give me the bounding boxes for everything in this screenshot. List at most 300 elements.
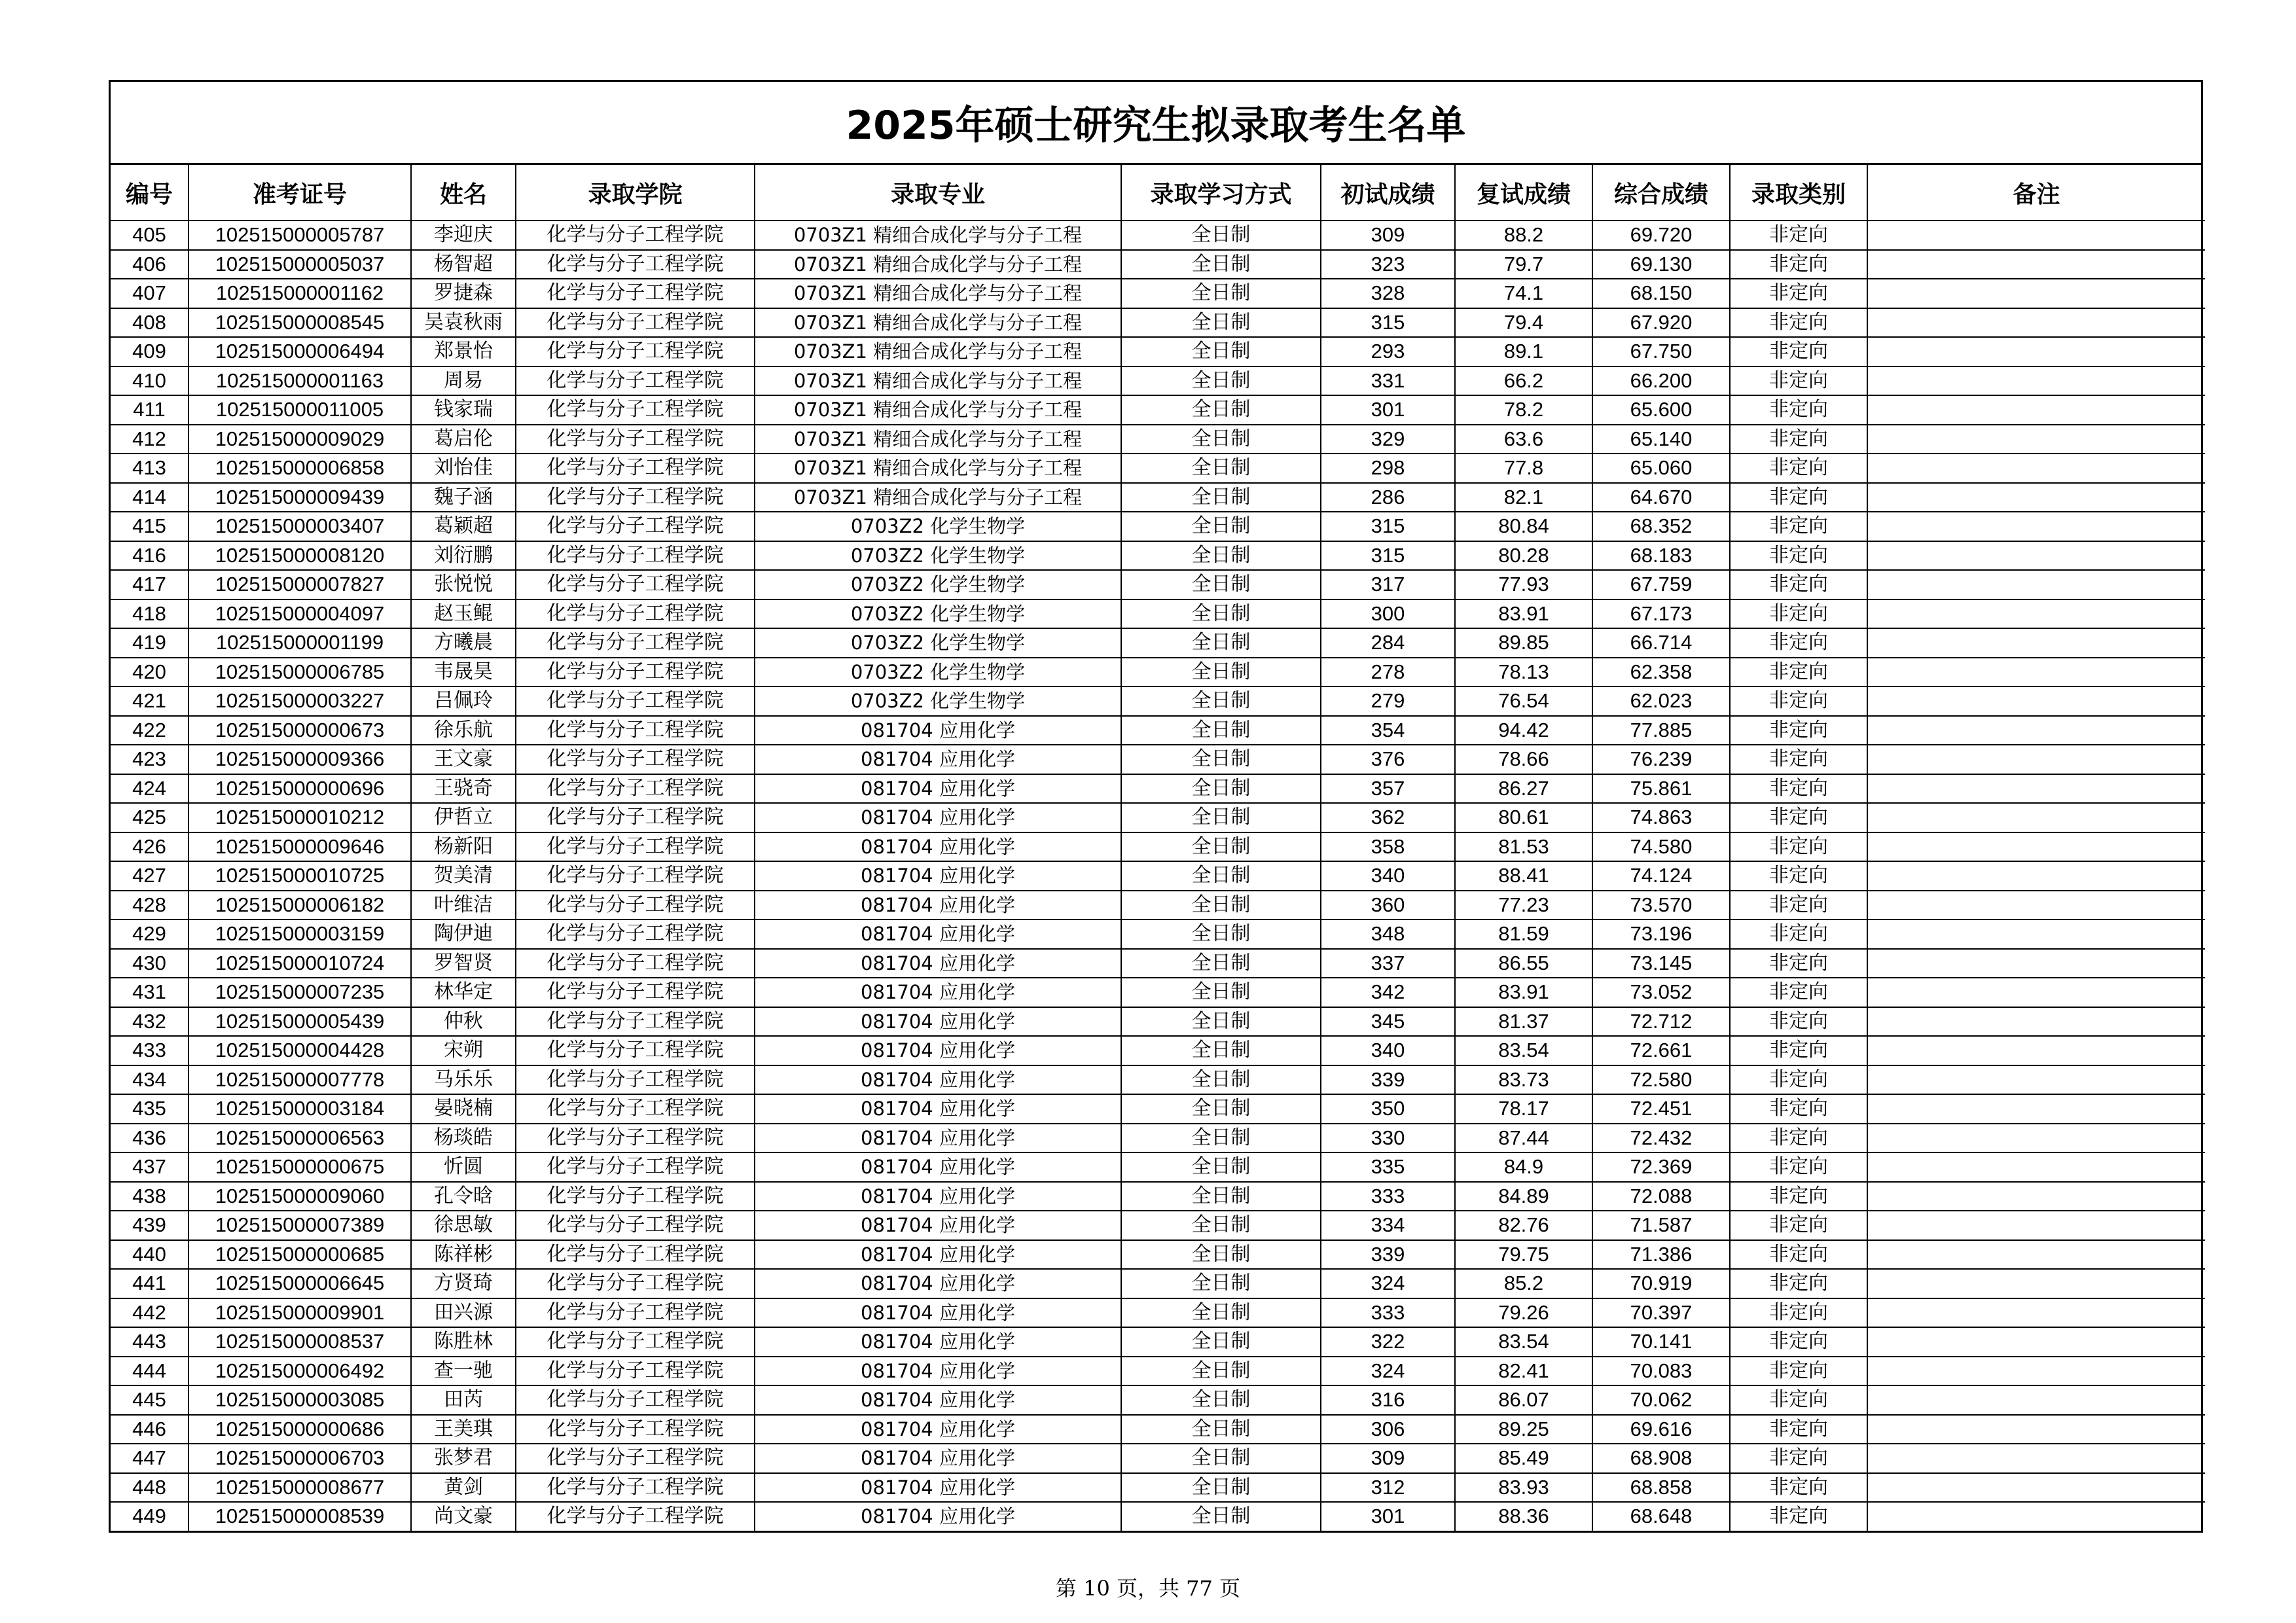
cell-exam-id: 102515000001199 bbox=[188, 628, 411, 658]
cell-college: 化学与分子工程学院 bbox=[516, 512, 755, 541]
cell-number: 418 bbox=[111, 599, 188, 629]
cell-study-mode: 全日制 bbox=[1121, 221, 1321, 250]
cell-college: 化学与分子工程学院 bbox=[516, 1473, 755, 1503]
cell-admission-type: 非定向 bbox=[1730, 250, 1867, 279]
table-row bbox=[111, 512, 2205, 541]
cell-initial-score: 301 bbox=[1321, 1502, 1455, 1531]
table-row bbox=[111, 774, 2205, 804]
cell-study-mode: 全日制 bbox=[1121, 919, 1321, 949]
cell-admission-type: 非定向 bbox=[1730, 425, 1867, 454]
cell-study-mode: 全日制 bbox=[1121, 395, 1321, 425]
cell-initial-score: 342 bbox=[1321, 978, 1455, 1007]
cell-admission-type: 非定向 bbox=[1730, 1357, 1867, 1386]
cell-retest-score: 85.2 bbox=[1455, 1269, 1592, 1298]
cell-name: 陈胜林 bbox=[411, 1327, 516, 1357]
cell-admission-type: 非定向 bbox=[1730, 541, 1867, 571]
cell-retest-score: 77.93 bbox=[1455, 570, 1592, 599]
cell-initial-score: 335 bbox=[1321, 1152, 1455, 1182]
cell-exam-id: 102515000010212 bbox=[188, 803, 411, 832]
cell-college: 化学与分子工程学院 bbox=[516, 919, 755, 949]
cell-major: 081704 应用化学 bbox=[755, 1094, 1121, 1124]
cell-study-mode: 全日制 bbox=[1121, 1152, 1321, 1182]
table-row bbox=[111, 395, 2205, 425]
cell-total-score: 76.239 bbox=[1592, 745, 1730, 774]
cell-college: 化学与分子工程学院 bbox=[516, 1298, 755, 1328]
cell-retest-score: 86.55 bbox=[1455, 949, 1592, 978]
cell-major: 0703Z1 精细合成化学与分子工程 bbox=[755, 454, 1121, 483]
cell-number: 441 bbox=[111, 1269, 188, 1298]
cell-major: 081704 应用化学 bbox=[755, 861, 1121, 891]
cell-study-mode: 全日制 bbox=[1121, 599, 1321, 629]
table-row bbox=[111, 1473, 2205, 1503]
cell-admission-type: 非定向 bbox=[1730, 803, 1867, 832]
cell-number: 435 bbox=[111, 1094, 188, 1124]
cell-number: 409 bbox=[111, 337, 188, 366]
cell-major: 081704 应用化学 bbox=[755, 891, 1121, 920]
cell-number: 440 bbox=[111, 1240, 188, 1270]
table-row bbox=[111, 250, 2205, 279]
cell-total-score: 65.140 bbox=[1592, 425, 1730, 454]
cell-study-mode: 全日制 bbox=[1121, 803, 1321, 832]
cell-major: 081704 应用化学 bbox=[755, 1182, 1121, 1211]
cell-retest-score: 85.49 bbox=[1455, 1444, 1592, 1473]
table-row bbox=[111, 1415, 2205, 1444]
cell-number: 417 bbox=[111, 570, 188, 599]
cell-initial-score: 309 bbox=[1321, 221, 1455, 250]
header-retest-score: 复试成绩 bbox=[1455, 165, 1592, 221]
table-row bbox=[111, 454, 2205, 483]
cell-admission-type: 非定向 bbox=[1730, 221, 1867, 250]
cell-initial-score: 317 bbox=[1321, 570, 1455, 599]
cell-initial-score: 312 bbox=[1321, 1473, 1455, 1503]
cell-remarks bbox=[1867, 949, 2205, 978]
cell-total-score: 68.908 bbox=[1592, 1444, 1730, 1473]
cell-admission-type: 非定向 bbox=[1730, 1182, 1867, 1211]
cell-remarks bbox=[1867, 1211, 2205, 1240]
cell-number: 424 bbox=[111, 774, 188, 804]
cell-major: 0703Z1 精细合成化学与分子工程 bbox=[755, 425, 1121, 454]
cell-college: 化学与分子工程学院 bbox=[516, 832, 755, 862]
cell-total-score: 67.759 bbox=[1592, 570, 1730, 599]
table-row bbox=[111, 1182, 2205, 1211]
cell-number: 443 bbox=[111, 1327, 188, 1357]
cell-college: 化学与分子工程学院 bbox=[516, 803, 755, 832]
cell-retest-score: 87.44 bbox=[1455, 1124, 1592, 1153]
cell-admission-type: 非定向 bbox=[1730, 628, 1867, 658]
cell-study-mode: 全日制 bbox=[1121, 1298, 1321, 1328]
cell-exam-id: 102515000003085 bbox=[188, 1385, 411, 1415]
header-total-score: 综合成绩 bbox=[1592, 165, 1730, 221]
cell-initial-score: 316 bbox=[1321, 1385, 1455, 1415]
cell-number: 444 bbox=[111, 1357, 188, 1386]
admission-list-sheet bbox=[109, 80, 2203, 1533]
table-row bbox=[111, 687, 2205, 716]
cell-study-mode: 全日制 bbox=[1121, 861, 1321, 891]
cell-total-score: 71.386 bbox=[1592, 1240, 1730, 1270]
cell-number: 426 bbox=[111, 832, 188, 862]
cell-name: 韦晟昊 bbox=[411, 658, 516, 687]
cell-retest-score: 89.1 bbox=[1455, 337, 1592, 366]
cell-remarks bbox=[1867, 599, 2205, 629]
cell-total-score: 69.616 bbox=[1592, 1415, 1730, 1444]
cell-name: 吴袁秋雨 bbox=[411, 308, 516, 338]
cell-study-mode: 全日制 bbox=[1121, 366, 1321, 396]
cell-admission-type: 非定向 bbox=[1730, 1473, 1867, 1503]
cell-remarks bbox=[1867, 1036, 2205, 1065]
cell-total-score: 72.369 bbox=[1592, 1152, 1730, 1182]
cell-admission-type: 非定向 bbox=[1730, 774, 1867, 804]
cell-name: 钱家瑞 bbox=[411, 395, 516, 425]
cell-college: 化学与分子工程学院 bbox=[516, 1415, 755, 1444]
cell-exam-id: 102515000005439 bbox=[188, 1007, 411, 1037]
cell-study-mode: 全日制 bbox=[1121, 1444, 1321, 1473]
table-row bbox=[111, 1298, 2205, 1328]
cell-remarks bbox=[1867, 1007, 2205, 1037]
cell-study-mode: 全日制 bbox=[1121, 483, 1321, 512]
cell-remarks bbox=[1867, 1473, 2205, 1503]
cell-major: 081704 应用化学 bbox=[755, 1444, 1121, 1473]
cell-major: 0703Z2 化学生物学 bbox=[755, 570, 1121, 599]
cell-name: 仲秋 bbox=[411, 1007, 516, 1037]
cell-name: 赵玉鲲 bbox=[411, 599, 516, 629]
cell-college: 化学与分子工程学院 bbox=[516, 483, 755, 512]
table-row bbox=[111, 891, 2205, 920]
cell-retest-score: 84.89 bbox=[1455, 1182, 1592, 1211]
cell-remarks bbox=[1867, 483, 2205, 512]
cell-college: 化学与分子工程学院 bbox=[516, 861, 755, 891]
cell-remarks bbox=[1867, 1385, 2205, 1415]
cell-admission-type: 非定向 bbox=[1730, 1444, 1867, 1473]
cell-major: 081704 应用化学 bbox=[755, 832, 1121, 862]
header-study-mode: 录取学习方式 bbox=[1121, 165, 1321, 221]
cell-initial-score: 301 bbox=[1321, 395, 1455, 425]
cell-name: 李迎庆 bbox=[411, 221, 516, 250]
cell-college: 化学与分子工程学院 bbox=[516, 1036, 755, 1065]
cell-initial-score: 315 bbox=[1321, 541, 1455, 571]
cell-number: 407 bbox=[111, 279, 188, 308]
cell-admission-type: 非定向 bbox=[1730, 1298, 1867, 1328]
cell-admission-type: 非定向 bbox=[1730, 1211, 1867, 1240]
cell-remarks bbox=[1867, 919, 2205, 949]
cell-number: 422 bbox=[111, 716, 188, 745]
cell-total-score: 74.580 bbox=[1592, 832, 1730, 862]
table-row bbox=[111, 1444, 2205, 1473]
cell-number: 406 bbox=[111, 250, 188, 279]
cell-exam-id: 102515000010724 bbox=[188, 949, 411, 978]
table-row bbox=[111, 1065, 2205, 1095]
cell-college: 化学与分子工程学院 bbox=[516, 1065, 755, 1095]
cell-initial-score: 306 bbox=[1321, 1415, 1455, 1444]
table-row bbox=[111, 803, 2205, 832]
cell-major: 081704 应用化学 bbox=[755, 919, 1121, 949]
cell-total-score: 62.358 bbox=[1592, 658, 1730, 687]
cell-name: 贺美清 bbox=[411, 861, 516, 891]
table-body bbox=[111, 221, 2205, 1531]
cell-number: 427 bbox=[111, 861, 188, 891]
cell-retest-score: 79.26 bbox=[1455, 1298, 1592, 1328]
cell-exam-id: 102515000006703 bbox=[188, 1444, 411, 1473]
cell-total-score: 77.885 bbox=[1592, 716, 1730, 745]
cell-name: 魏子涵 bbox=[411, 483, 516, 512]
cell-study-mode: 全日制 bbox=[1121, 1065, 1321, 1095]
cell-admission-type: 非定向 bbox=[1730, 1502, 1867, 1531]
cell-retest-score: 81.37 bbox=[1455, 1007, 1592, 1037]
cell-major: 081704 应用化学 bbox=[755, 1036, 1121, 1065]
cell-initial-score: 309 bbox=[1321, 1444, 1455, 1473]
cell-remarks bbox=[1867, 658, 2205, 687]
cell-total-score: 72.088 bbox=[1592, 1182, 1730, 1211]
cell-remarks bbox=[1867, 716, 2205, 745]
cell-exam-id: 102515000001163 bbox=[188, 366, 411, 396]
cell-admission-type: 非定向 bbox=[1730, 745, 1867, 774]
cell-initial-score: 284 bbox=[1321, 628, 1455, 658]
table-row bbox=[111, 716, 2205, 745]
cell-college: 化学与分子工程学院 bbox=[516, 570, 755, 599]
header-number: 编号 bbox=[111, 165, 188, 221]
cell-exam-id: 102515000000696 bbox=[188, 774, 411, 804]
cell-retest-score: 86.07 bbox=[1455, 1385, 1592, 1415]
table-header-row bbox=[111, 165, 2205, 221]
cell-remarks bbox=[1867, 308, 2205, 338]
cell-admission-type: 非定向 bbox=[1730, 337, 1867, 366]
cell-study-mode: 全日制 bbox=[1121, 832, 1321, 862]
cell-initial-score: 300 bbox=[1321, 599, 1455, 629]
cell-total-score: 72.432 bbox=[1592, 1124, 1730, 1153]
table-row bbox=[111, 599, 2205, 629]
cell-study-mode: 全日制 bbox=[1121, 1211, 1321, 1240]
cell-admission-type: 非定向 bbox=[1730, 1152, 1867, 1182]
table-row bbox=[111, 1007, 2205, 1037]
cell-total-score: 68.150 bbox=[1592, 279, 1730, 308]
cell-initial-score: 328 bbox=[1321, 279, 1455, 308]
cell-study-mode: 全日制 bbox=[1121, 1357, 1321, 1386]
cell-name: 孔令晗 bbox=[411, 1182, 516, 1211]
cell-initial-score: 340 bbox=[1321, 1036, 1455, 1065]
cell-exam-id: 102515000003227 bbox=[188, 687, 411, 716]
cell-remarks bbox=[1867, 454, 2205, 483]
cell-college: 化学与分子工程学院 bbox=[516, 1444, 755, 1473]
cell-retest-score: 80.84 bbox=[1455, 512, 1592, 541]
cell-total-score: 69.720 bbox=[1592, 221, 1730, 250]
cell-major: 0703Z2 化学生物学 bbox=[755, 658, 1121, 687]
cell-admission-type: 非定向 bbox=[1730, 1385, 1867, 1415]
cell-college: 化学与分子工程学院 bbox=[516, 308, 755, 338]
cell-major: 081704 应用化学 bbox=[755, 978, 1121, 1007]
cell-exam-id: 102515000007389 bbox=[188, 1211, 411, 1240]
table-row bbox=[111, 337, 2205, 366]
cell-total-score: 75.861 bbox=[1592, 774, 1730, 804]
cell-retest-score: 83.54 bbox=[1455, 1327, 1592, 1357]
table-row bbox=[111, 1211, 2205, 1240]
cell-initial-score: 348 bbox=[1321, 919, 1455, 949]
cell-admission-type: 非定向 bbox=[1730, 366, 1867, 396]
cell-number: 416 bbox=[111, 541, 188, 571]
cell-remarks bbox=[1867, 687, 2205, 716]
table-row bbox=[111, 919, 2205, 949]
cell-admission-type: 非定向 bbox=[1730, 861, 1867, 891]
cell-retest-score: 84.9 bbox=[1455, 1152, 1592, 1182]
cell-number: 431 bbox=[111, 978, 188, 1007]
cell-initial-score: 360 bbox=[1321, 891, 1455, 920]
cell-study-mode: 全日制 bbox=[1121, 541, 1321, 571]
cell-retest-score: 78.13 bbox=[1455, 658, 1592, 687]
cell-name: 王美琪 bbox=[411, 1415, 516, 1444]
cell-retest-score: 74.1 bbox=[1455, 279, 1592, 308]
cell-college: 化学与分子工程学院 bbox=[516, 599, 755, 629]
cell-retest-score: 77.8 bbox=[1455, 454, 1592, 483]
cell-major: 081704 应用化学 bbox=[755, 1473, 1121, 1503]
cell-remarks bbox=[1867, 337, 2205, 366]
cell-number: 432 bbox=[111, 1007, 188, 1037]
cell-college: 化学与分子工程学院 bbox=[516, 1269, 755, 1298]
table-row bbox=[111, 628, 2205, 658]
cell-major: 081704 应用化学 bbox=[755, 1211, 1121, 1240]
cell-admission-type: 非定向 bbox=[1730, 1269, 1867, 1298]
cell-admission-type: 非定向 bbox=[1730, 1327, 1867, 1357]
cell-total-score: 66.714 bbox=[1592, 628, 1730, 658]
cell-exam-id: 102515000008537 bbox=[188, 1327, 411, 1357]
cell-admission-type: 非定向 bbox=[1730, 1094, 1867, 1124]
cell-college: 化学与分子工程学院 bbox=[516, 1094, 755, 1124]
table-row bbox=[111, 1327, 2205, 1357]
cell-retest-score: 66.2 bbox=[1455, 366, 1592, 396]
cell-number: 421 bbox=[111, 687, 188, 716]
cell-remarks bbox=[1867, 250, 2205, 279]
cell-total-score: 70.062 bbox=[1592, 1385, 1730, 1415]
cell-college: 化学与分子工程学院 bbox=[516, 774, 755, 804]
cell-total-score: 73.570 bbox=[1592, 891, 1730, 920]
cell-college: 化学与分子工程学院 bbox=[516, 1152, 755, 1182]
cell-exam-id: 102515000006494 bbox=[188, 337, 411, 366]
cell-major: 081704 应用化学 bbox=[755, 949, 1121, 978]
cell-exam-id: 102515000009029 bbox=[188, 425, 411, 454]
cell-retest-score: 78.66 bbox=[1455, 745, 1592, 774]
cell-admission-type: 非定向 bbox=[1730, 483, 1867, 512]
cell-number: 425 bbox=[111, 803, 188, 832]
cell-number: 412 bbox=[111, 425, 188, 454]
cell-admission-type: 非定向 bbox=[1730, 570, 1867, 599]
cell-study-mode: 全日制 bbox=[1121, 949, 1321, 978]
cell-initial-score: 333 bbox=[1321, 1182, 1455, 1211]
cell-college: 化学与分子工程学院 bbox=[516, 687, 755, 716]
cell-initial-score: 354 bbox=[1321, 716, 1455, 745]
cell-admission-type: 非定向 bbox=[1730, 1065, 1867, 1095]
cell-exam-id: 102515000009366 bbox=[188, 745, 411, 774]
cell-name: 方曦晨 bbox=[411, 628, 516, 658]
cell-total-score: 71.587 bbox=[1592, 1211, 1730, 1240]
cell-exam-id: 102515000005037 bbox=[188, 250, 411, 279]
table-row bbox=[111, 745, 2205, 774]
cell-number: 439 bbox=[111, 1211, 188, 1240]
cell-college: 化学与分子工程学院 bbox=[516, 221, 755, 250]
cell-study-mode: 全日制 bbox=[1121, 774, 1321, 804]
table-row bbox=[111, 1240, 2205, 1270]
cell-initial-score: 279 bbox=[1321, 687, 1455, 716]
cell-total-score: 70.083 bbox=[1592, 1357, 1730, 1386]
table-row bbox=[111, 570, 2205, 599]
cell-retest-score: 88.41 bbox=[1455, 861, 1592, 891]
cell-retest-score: 81.59 bbox=[1455, 919, 1592, 949]
cell-college: 化学与分子工程学院 bbox=[516, 1007, 755, 1037]
cell-exam-id: 102515000009439 bbox=[188, 483, 411, 512]
cell-study-mode: 全日制 bbox=[1121, 308, 1321, 338]
cell-initial-score: 329 bbox=[1321, 425, 1455, 454]
cell-initial-score: 337 bbox=[1321, 949, 1455, 978]
cell-name: 刘衍鹏 bbox=[411, 541, 516, 571]
cell-retest-score: 86.27 bbox=[1455, 774, 1592, 804]
cell-remarks bbox=[1867, 1269, 2205, 1298]
cell-major: 081704 应用化学 bbox=[755, 1065, 1121, 1095]
cell-major: 0703Z1 精细合成化学与分子工程 bbox=[755, 279, 1121, 308]
cell-admission-type: 非定向 bbox=[1730, 279, 1867, 308]
cell-total-score: 72.712 bbox=[1592, 1007, 1730, 1037]
cell-initial-score: 333 bbox=[1321, 1298, 1455, 1328]
cell-initial-score: 362 bbox=[1321, 803, 1455, 832]
cell-major: 081704 应用化学 bbox=[755, 1298, 1121, 1328]
cell-college: 化学与分子工程学院 bbox=[516, 1182, 755, 1211]
table-row bbox=[111, 861, 2205, 891]
cell-number: 438 bbox=[111, 1182, 188, 1211]
cell-number: 413 bbox=[111, 454, 188, 483]
cell-study-mode: 全日制 bbox=[1121, 1269, 1321, 1298]
cell-major: 0703Z2 化学生物学 bbox=[755, 599, 1121, 629]
cell-number: 434 bbox=[111, 1065, 188, 1095]
cell-exam-id: 102515000000673 bbox=[188, 716, 411, 745]
cell-initial-score: 345 bbox=[1321, 1007, 1455, 1037]
cell-major: 081704 应用化学 bbox=[755, 1240, 1121, 1270]
cell-exam-id: 102515000010725 bbox=[188, 861, 411, 891]
admission-table bbox=[111, 165, 2205, 1531]
table-row bbox=[111, 1036, 2205, 1065]
cell-total-score: 66.200 bbox=[1592, 366, 1730, 396]
cell-retest-score: 81.53 bbox=[1455, 832, 1592, 862]
cell-name: 田兴源 bbox=[411, 1298, 516, 1328]
cell-retest-score: 78.17 bbox=[1455, 1094, 1592, 1124]
cell-number: 447 bbox=[111, 1444, 188, 1473]
cell-number: 445 bbox=[111, 1385, 188, 1415]
cell-retest-score: 79.75 bbox=[1455, 1240, 1592, 1270]
cell-exam-id: 102515000008120 bbox=[188, 541, 411, 571]
table-row bbox=[111, 425, 2205, 454]
cell-major: 0703Z2 化学生物学 bbox=[755, 541, 1121, 571]
cell-name: 杨智超 bbox=[411, 250, 516, 279]
cell-retest-score: 76.54 bbox=[1455, 687, 1592, 716]
cell-admission-type: 非定向 bbox=[1730, 919, 1867, 949]
cell-total-score: 65.060 bbox=[1592, 454, 1730, 483]
cell-exam-id: 102515000006858 bbox=[188, 454, 411, 483]
cell-name: 罗捷森 bbox=[411, 279, 516, 308]
cell-name: 郑景怡 bbox=[411, 337, 516, 366]
cell-exam-id: 102515000006645 bbox=[188, 1269, 411, 1298]
cell-total-score: 74.124 bbox=[1592, 861, 1730, 891]
cell-study-mode: 全日制 bbox=[1121, 250, 1321, 279]
cell-number: 419 bbox=[111, 628, 188, 658]
cell-remarks bbox=[1867, 1327, 2205, 1357]
cell-remarks bbox=[1867, 1240, 2205, 1270]
cell-number: 408 bbox=[111, 308, 188, 338]
cell-admission-type: 非定向 bbox=[1730, 978, 1867, 1007]
cell-initial-score: 322 bbox=[1321, 1327, 1455, 1357]
cell-exam-id: 102515000006563 bbox=[188, 1124, 411, 1153]
cell-retest-score: 83.91 bbox=[1455, 978, 1592, 1007]
cell-total-score: 67.173 bbox=[1592, 599, 1730, 629]
cell-name: 忻圆 bbox=[411, 1152, 516, 1182]
cell-remarks bbox=[1867, 628, 2205, 658]
cell-admission-type: 非定向 bbox=[1730, 308, 1867, 338]
cell-name: 罗智贤 bbox=[411, 949, 516, 978]
cell-retest-score: 78.2 bbox=[1455, 395, 1592, 425]
cell-retest-score: 80.28 bbox=[1455, 541, 1592, 571]
